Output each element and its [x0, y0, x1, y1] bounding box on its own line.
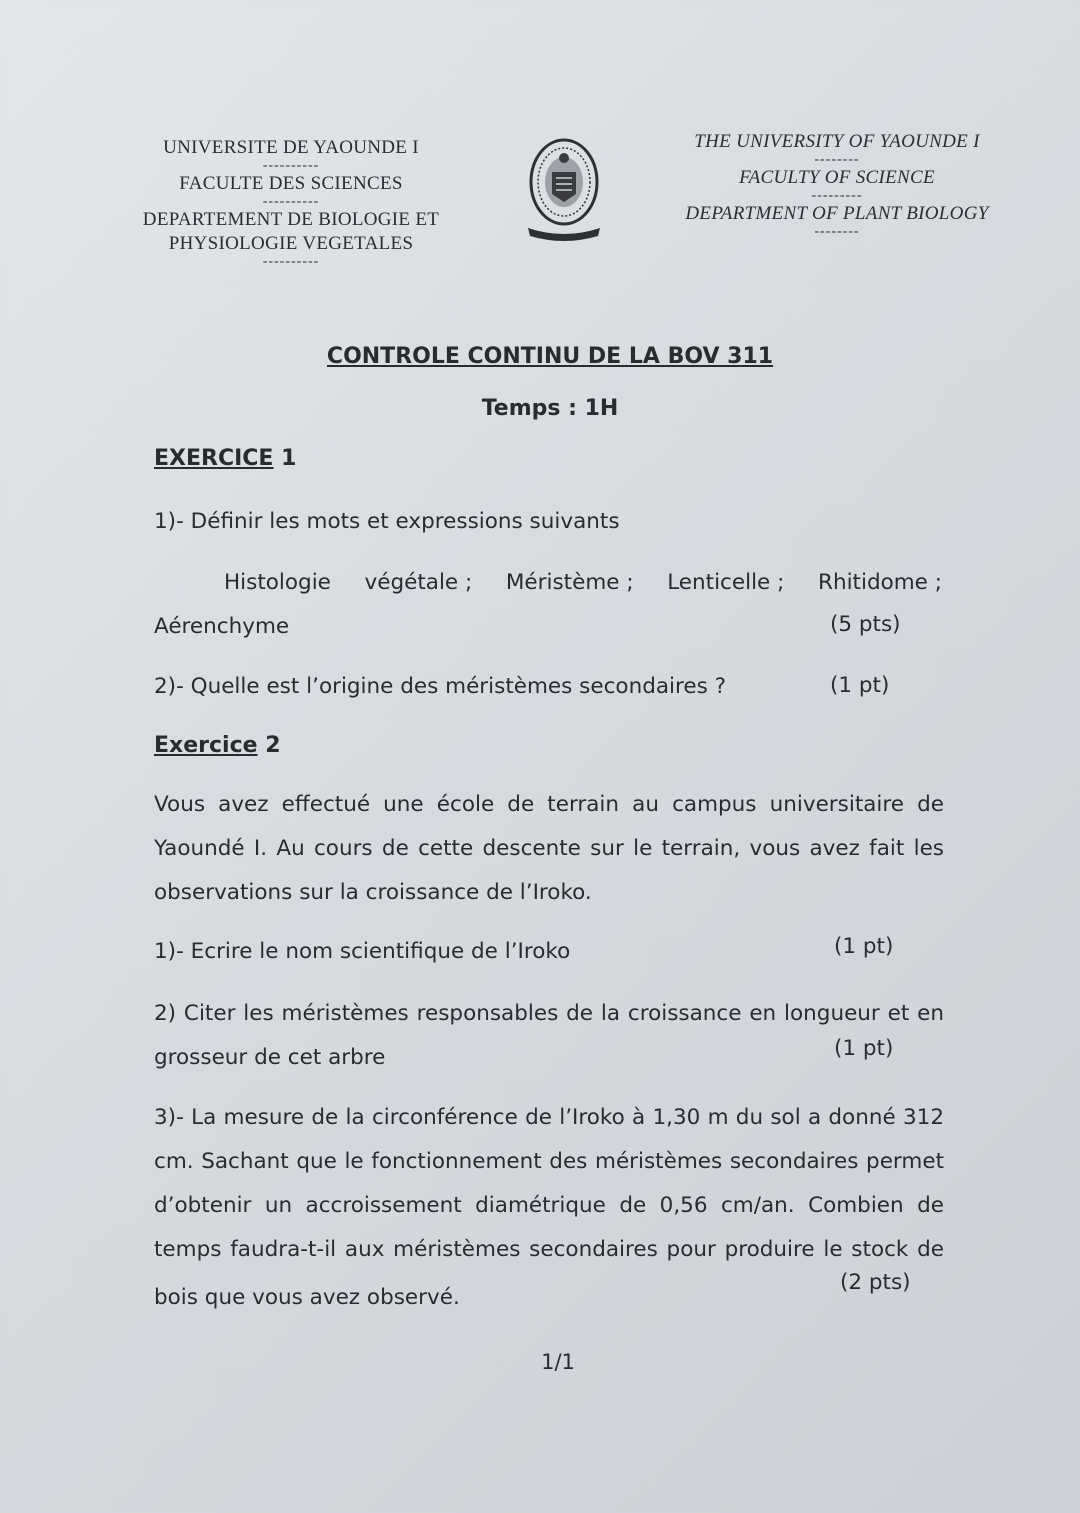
department-name-en: DEPARTMENT OF PLANT BIOLOGY: [685, 203, 989, 224]
term: Méristème ;: [505, 570, 634, 595]
separator: --------: [814, 152, 860, 167]
exercise2-intro-line2: Yaoundé I. Au cours de cette descente sur le terrain, vous avez fait les: [154, 836, 944, 861]
university-seal-icon: [518, 132, 610, 244]
header-french: [110, 136, 472, 268]
separator: ----------: [262, 194, 320, 209]
exercise1-question1: 1)- Définir les mots et expressions suivants: [154, 509, 620, 534]
exercise1-heading-label: EXERCICE: [154, 446, 274, 471]
points-badge: (2 pts): [840, 1270, 911, 1295]
exercise2-question1: 1)- Ecrire le nom scientifique de l’Iroko: [154, 939, 571, 964]
exercise2-question2-line1: 2) Citer les méristèmes responsables de la croissance en longueur et en: [154, 1001, 944, 1026]
exercise2-question3-line5: bois que vous avez observé.: [154, 1285, 460, 1310]
exercise2-intro-line1: Vous avez effectué une école de terrain au campus universitaire de: [154, 792, 944, 817]
term: Histologie: [224, 570, 331, 595]
exercise2-heading: [154, 733, 281, 758]
exam-title-text: CONTROLE CONTINU DE LA BOV 311: [326, 344, 774, 369]
separator: ----------: [262, 254, 320, 269]
term-last: Aérenchyme: [154, 614, 290, 639]
department-name-fr-line1: DEPARTEMENT DE BIOLOGIE ET: [142, 209, 440, 230]
exam-title: [0, 344, 1080, 369]
separator: --------: [814, 224, 860, 239]
university-name-fr: UNIVERSITE DE YAOUNDE I: [163, 137, 419, 158]
exercise2-intro-line3: observations sur la croissance de l’Iroko.: [154, 880, 592, 905]
header-english: [650, 130, 1024, 238]
term: végétale ;: [364, 570, 473, 595]
faculty-name-en: FACULTY OF SCIENCE: [739, 167, 935, 188]
points-badge: (1 pt): [834, 1036, 894, 1061]
exercise2-question3-line2: cm. Sachant que le fonctionnement des méristèmes secondaires permet: [154, 1149, 944, 1174]
page-number: 1/1: [541, 1350, 575, 1374]
term: Rhitidome ;: [818, 570, 942, 595]
term: Lenticelle ;: [667, 570, 785, 595]
exercise2-question2-line2: grosseur de cet arbre: [154, 1045, 386, 1070]
points-badge: (1 pt): [830, 673, 890, 698]
exercise1-heading: [154, 446, 296, 471]
exercise2-question3-line1: 3)- La mesure de la circonférence de l’Iroko à 1,30 m du sol a donné 312: [154, 1105, 944, 1130]
points-badge: (5 pts): [830, 612, 901, 637]
separator: ---------: [811, 188, 863, 203]
exercise2-heading-number: 2: [257, 733, 281, 758]
separator: ----------: [262, 158, 320, 173]
university-name-en: THE UNIVERSITY OF YAOUNDE I: [694, 131, 980, 152]
exercise2-heading-label: Exercice: [154, 733, 258, 758]
exam-duration: Temps : 1H: [481, 396, 619, 421]
exercise2-question3-line3: d’obtenir un accroissement diamétrique de 0,56 cm/an. Combien de: [154, 1193, 944, 1218]
points-badge: (1 pt): [834, 934, 894, 959]
exercise1-heading-number: 1: [273, 446, 297, 471]
exercise1-question2: 2)- Quelle est l’origine des méristèmes secondaires ?: [154, 674, 727, 699]
department-name-fr-line2: PHYSIOLOGIE VEGETALES: [168, 233, 414, 254]
exercise1-terms: [224, 561, 942, 605]
faculty-name-fr: FACULTE DES SCIENCES: [179, 173, 403, 194]
exercise2-question3-line4: temps faudra-t-il aux méristèmes secondaires pour produire le stock de: [154, 1237, 944, 1262]
